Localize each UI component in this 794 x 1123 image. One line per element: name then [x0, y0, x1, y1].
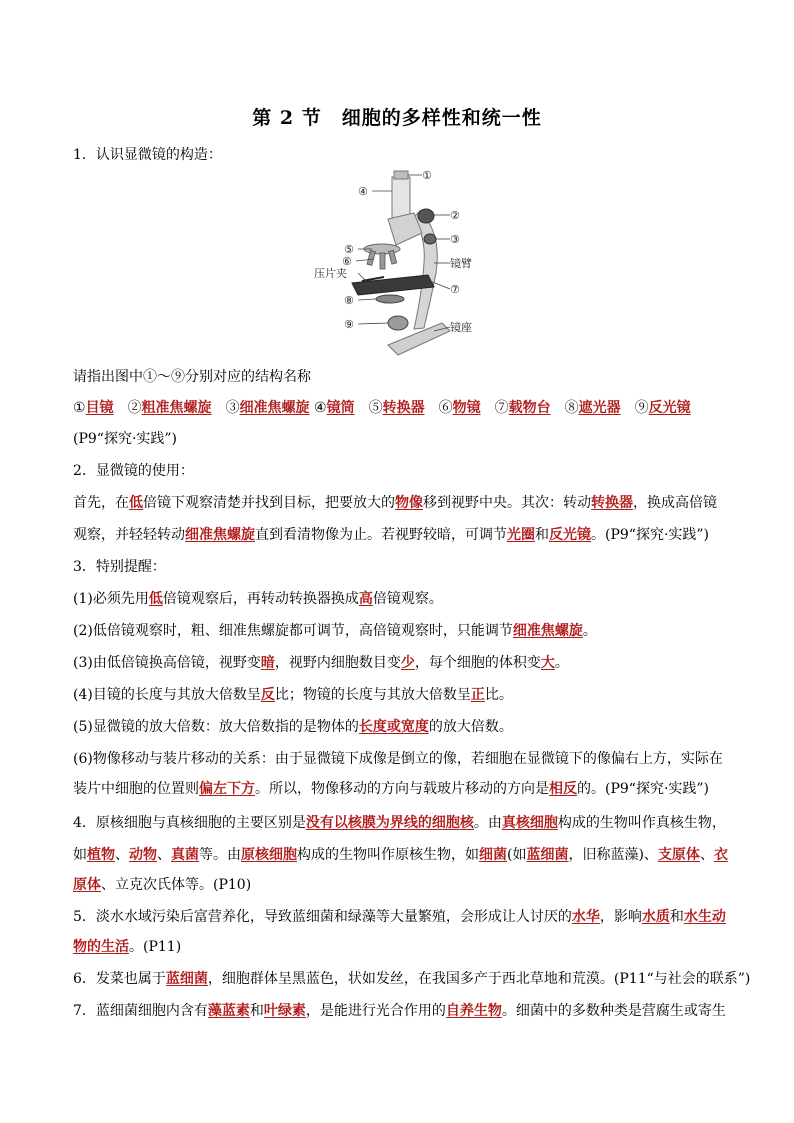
section-3-point-5: (5)显微镜的放大倍数：放大倍数指的是物体的长度或宽度的放大倍数。 — [73, 719, 513, 735]
objective-2-shape — [380, 253, 385, 269]
section-1-question: 请指出图中①～⑨分别对应的结构名称 — [73, 369, 311, 385]
section-1-heading: 1．认识显微镜的构造： — [73, 147, 222, 163]
coarse-knob-shape — [418, 209, 434, 223]
microscope-eyepiece-shape — [394, 171, 408, 179]
section-6: 6．发菜也属于蓝细菌，细胞群体呈黑蓝色，状如发丝，在我国多产于西北草地和荒漠。(P11“与社会的联系”) — [73, 971, 751, 987]
label-num-6: ⑥ — [342, 255, 352, 268]
label-num-9: ⑨ — [344, 318, 354, 331]
section-2-line-2: 观察，并轻轻转动细准焦螺旋直到看清物像为止。若视野较暗，可调节光圈和反光镜。(P9“探究·实践”) — [73, 527, 710, 543]
label-num-4: ④ — [358, 185, 368, 198]
label-base: 镜座 — [450, 321, 472, 334]
section-1-reference: (P9“探究·实践”) — [73, 431, 178, 447]
page-title: 第 2 节 细胞的多样性和统一性 — [252, 107, 542, 129]
section-3-point-3: (3)由低倍镜换高倍镜，视野变暗，视野内细胞数目变少，每个细胞的体积变大。 — [73, 655, 569, 671]
section-4-line-3: 原体、立克次氏体等。(P10) — [73, 877, 252, 893]
section-4-line-2: 如植物、动物、真菌等。由原核细胞构成的生物叫作原核生物，如细菌(如蓝细菌，旧称蓝藻)、支原体、衣 — [73, 847, 728, 863]
mirror-shape — [388, 316, 408, 330]
section-7: 7．蓝细菌细胞内含有藻蓝素和叶绿素，是能进行光合作用的自养生物。细菌中的多数种类是营腐生或寄生 — [73, 1003, 726, 1019]
label-num-8: ⑧ — [344, 294, 354, 307]
section-3-point-6-line-1: (6)物像移动与装片移动的关系：由于显微镜下成像是倒立的像，若细胞在显微镜下的像偏右上方，实际在 — [73, 751, 723, 767]
section-4-line-1: 4．原核细胞与真核细胞的主要区别是没有以核膜为界线的细胞核。由真核细胞构成的生物叫作真核生物， — [73, 815, 726, 831]
label-num-3: ③ — [450, 233, 460, 246]
section-3-point-6-line-2: 装片中细胞的位置则偏左下方。所以，物像移动的方向与载玻片移动的方向是相反的。(P9“探究·实践”) — [73, 781, 710, 797]
label-clip: 压片夹 — [314, 267, 347, 280]
fine-knob-shape — [424, 234, 436, 244]
section-3-point-1: (1)必须先用低倍镜观察后，再转动转换器换成高倍镜观察。 — [73, 591, 443, 607]
section-1-answers: ①目镜 ②粗准焦螺旋 ③细准焦螺旋 ④镜筒 ⑤转换器 ⑥物镜 ⑦载物台 ⑧遮光器 ⑨反光镜 — [73, 400, 691, 416]
section-3-heading: 3．特别提醒： — [73, 559, 166, 575]
section-2-line-1: 首先，在低倍镜下观察清楚并找到目标，把要放大的物像移到视野中央。其次：转动转换器，换成高倍镜 — [73, 495, 717, 511]
diaphragm-shape — [376, 295, 404, 303]
section-3-point-4: (4)目镜的长度与其放大倍数呈反比；物镜的长度与其放大倍数呈正比。 — [73, 687, 513, 703]
section-3-point-2: (2)低倍镜观察时，粗、细准焦螺旋都可调节，高倍镜观察时，只能调节细准焦螺旋。 — [73, 623, 597, 639]
label-num-5: ⑤ — [344, 243, 354, 256]
section-2-heading: 2．显微镜的使用： — [73, 463, 194, 479]
label-arm: 镜臂 — [450, 257, 472, 270]
section-5-line-1: 5．淡水水域污染后富营养化，导致蓝细菌和绿藻等大量繁殖，会形成让人讨厌的水华，影响水质和水生动 — [73, 909, 726, 925]
label-num-1: ① — [422, 169, 432, 182]
microscope-diagram — [310, 163, 490, 363]
label-num-2: ② — [450, 209, 460, 222]
section-5-line-2: 物的生活。(P11) — [73, 939, 182, 955]
label-num-7: ⑦ — [450, 283, 460, 296]
objective-1-shape — [367, 251, 375, 266]
